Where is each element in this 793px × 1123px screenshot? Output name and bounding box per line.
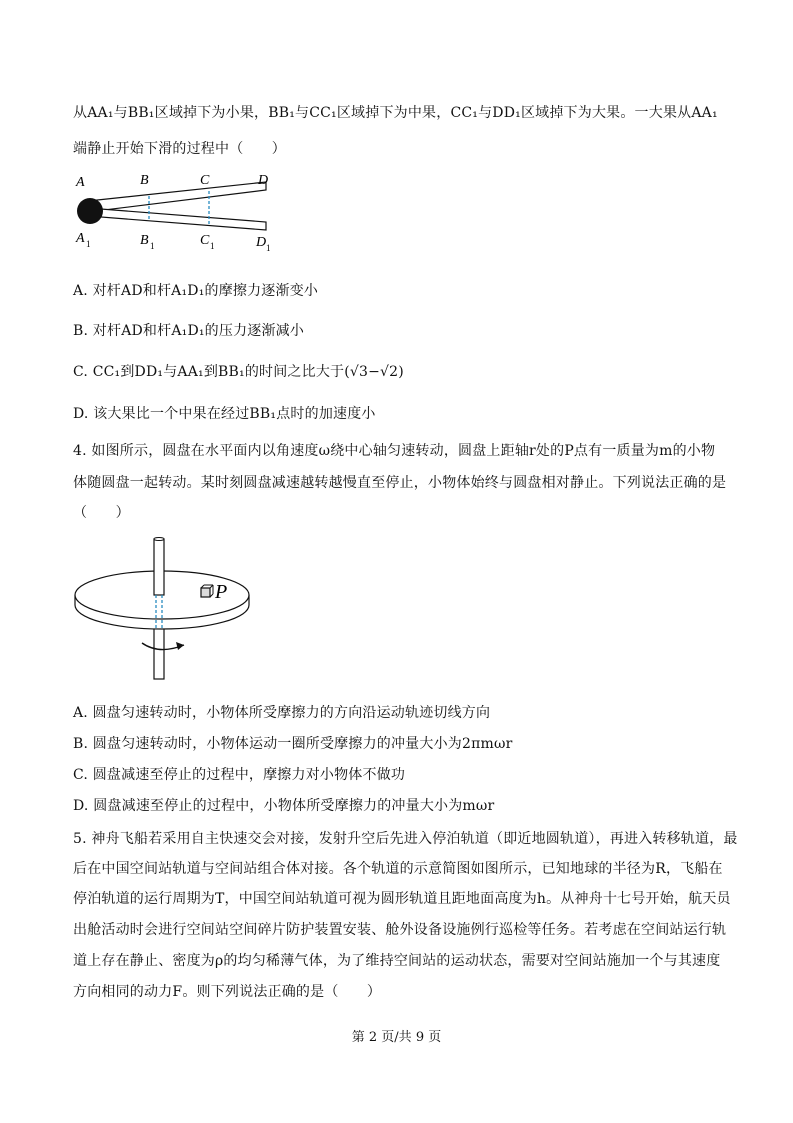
q3-intro-line2: 端静止开始下滑的过程中（ ）: [73, 141, 286, 157]
q3-option-d[interactable]: D. 该大果比一个中果在经过BB₁点时的加速度小: [73, 406, 376, 422]
label-A1-sub: 1: [86, 239, 91, 249]
page-footer: 第 2 页/共 9 页: [351, 1030, 442, 1045]
q3-intro-line1: 从AA₁与BB₁区域掉下为小果，BB₁与CC₁区域掉下为中果，CC₁与DD₁区域掉下为大果。一大果从AA₁: [73, 105, 718, 121]
label-A1: A: [76, 231, 85, 246]
q3-rod-figure: [70, 168, 280, 258]
label-B1: B: [140, 233, 149, 248]
label-B1-sub: 1: [150, 241, 155, 251]
q4-option-a[interactable]: A. 圆盘匀速转动时，小物体所受摩擦力的方向沿运动轨迹切线方向: [73, 705, 491, 721]
q3-option-b[interactable]: B. 对杆AD和杆A₁D₁的压力逐渐减小: [73, 323, 305, 339]
q4-stem-line3: （ ）: [73, 505, 130, 521]
q5-line3: 停泊轨道的运行周期为T，中国空间站轨道可视为圆形轨道且距地面高度为h。从神舟十七号开始，航天员: [73, 891, 731, 907]
q5-line2: 后在中国空间站轨道与空间站组合体对接。各个轨道的示意简图如图所示，已知地球的半径为R，飞船在: [73, 861, 723, 877]
label-P: P: [215, 581, 228, 603]
label-B: B: [140, 173, 149, 188]
label-D: D: [258, 173, 269, 188]
q3-option-c[interactable]: C. CC₁到DD₁与AA₁到BB₁的时间之比大于(√3−√2): [73, 364, 404, 380]
label-C1-sub: 1: [210, 241, 215, 251]
label-D1-sub: 1: [266, 243, 271, 253]
q4-stem-line1: 4. 如图所示，圆盘在水平面内以角速度ω绕中心轴匀速转动，圆盘上距轴r处的P点有一质量为m的小物: [73, 443, 716, 459]
q4-option-b[interactable]: B. 圆盘匀速转动时，小物体运动一圈所受摩擦力的冲量大小为2πmωr: [73, 736, 513, 752]
q5-line4: 出舱活动时会进行空间站空间碎片防护装置安装、舱外设备设施例行巡检等任务。若考虑在空间站运行轨: [73, 922, 727, 938]
q4-option-c[interactable]: C. 圆盘减速至停止的过程中，摩擦力对小物体不做功: [73, 767, 406, 783]
label-C: C: [200, 173, 210, 188]
q5-line6: 方向相同的动力F。则下列说法正确的是（ ）: [73, 984, 382, 1000]
q5-line1: 5. 神舟飞船若采用自主快速交会对接，发射升空后先进入停泊轨道（即近地圆轨道），再进入转移轨道，最: [73, 831, 738, 847]
label-C1: C: [200, 233, 210, 248]
q3-option-a[interactable]: A. 对杆AD和杆A₁D₁的摩擦力逐渐变小: [73, 283, 319, 299]
q4-stem-line2: 体随圆盘一起转动。某时刻圆盘减速越转越慢直至停止，小物体始终与圆盘相对静止。下列说法正确的是: [73, 475, 727, 491]
q5-line5: 道上存在静止、密度为ρ的均匀稀薄气体，为了维持空间站的运动状态，需要对空间站施加一个与其速度: [73, 953, 721, 969]
q4-option-d[interactable]: D. 圆盘减速至停止的过程中，小物体所受摩擦力的冲量大小为mωr: [73, 798, 495, 814]
label-A: A: [76, 175, 85, 190]
q4-disk-figure: [72, 535, 262, 685]
label-D1: D: [256, 235, 267, 250]
